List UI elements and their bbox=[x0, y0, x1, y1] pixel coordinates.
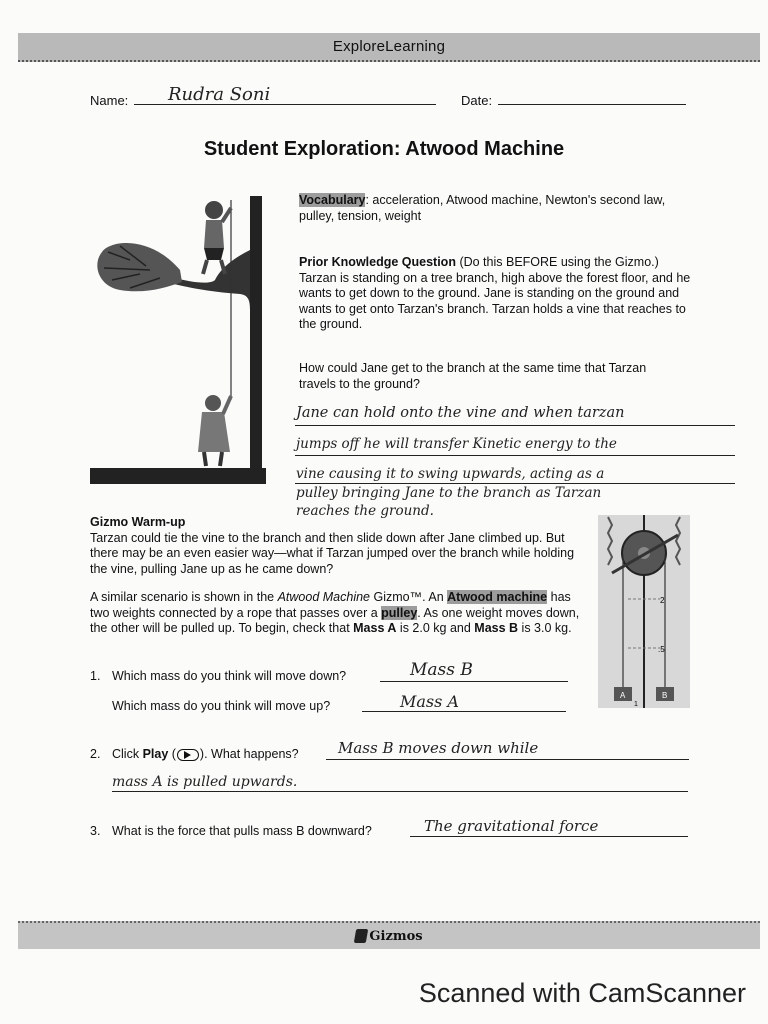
q1b-answer: Mass A bbox=[400, 692, 459, 711]
q3-text: What is the force that pulls mass B downward? bbox=[112, 824, 372, 838]
q2-number: 2. bbox=[90, 747, 101, 761]
q1-number: 1. bbox=[90, 669, 101, 683]
q1-underline bbox=[380, 681, 568, 682]
scale-label-5: .5 bbox=[658, 645, 665, 654]
mass-a-box-label: A bbox=[620, 691, 626, 700]
answer-underline-1 bbox=[295, 425, 735, 426]
page-title: Student Exploration: Atwood Machine bbox=[203, 138, 565, 160]
answer-line-4: pulley bringing Jane to the branch as Tarzan bbox=[296, 485, 602, 501]
warmup-heading: Gizmo Warm-up bbox=[90, 515, 186, 529]
prior-knowledge-paragraph bbox=[299, 255, 699, 333]
q3-number: 3. bbox=[90, 824, 101, 838]
q1b-underline bbox=[362, 711, 566, 712]
q2-text-a: Click bbox=[112, 747, 143, 761]
q2-text-b: ( bbox=[168, 747, 176, 761]
date-label: Date: bbox=[461, 93, 493, 108]
header-bar bbox=[18, 33, 760, 62]
warmup-text-e: is 2.0 kg and bbox=[396, 621, 475, 635]
q2-text-c: ). What happens? bbox=[199, 747, 299, 761]
term-atwood-machine: Atwood machine bbox=[447, 590, 548, 604]
footer-bar bbox=[18, 921, 760, 949]
q3-underline bbox=[410, 836, 688, 837]
term-pulley: pulley bbox=[381, 605, 418, 620]
q2-answer-1: Mass B moves down while bbox=[338, 739, 539, 757]
q1-answer: Mass B bbox=[410, 660, 473, 680]
vocabulary-paragraph bbox=[299, 193, 699, 224]
warmup-italic: Atwood Machine bbox=[277, 590, 371, 604]
gizmos-logo-text: Gizmos bbox=[369, 928, 423, 944]
tarzan-jane-illustration bbox=[90, 190, 272, 486]
prior-knowledge-body: Tarzan is standing on a tree branch, high above the forest floor, and he wants to get down to the ground. Jane is standing on the ground and wants to get onto Tarzan's branch. Tarzan holds a vine that reaches to the ground. bbox=[299, 270, 691, 331]
answer-line-3: vine causing it to swing upwards, acting as a bbox=[296, 466, 605, 482]
prior-knowledge-note: (Do this BEFORE using the Gizmo.) bbox=[455, 255, 659, 269]
play-icon bbox=[177, 749, 199, 761]
mass-b-box-label: B bbox=[662, 691, 668, 700]
warmup-text-c: has two weights connected by a rope that passes over a bbox=[90, 590, 571, 620]
q2-text bbox=[112, 747, 299, 761]
q3-answer: The gravitational force bbox=[424, 817, 599, 835]
warmup-section bbox=[90, 515, 580, 577]
prior-knowledge-question: How could Jane get to the branch at the same time that Tarzan travels to the ground? bbox=[299, 361, 647, 391]
warmup-text-b: Gizmo™. An bbox=[370, 590, 448, 604]
warmup-text-a: A similar scenario is shown in the bbox=[90, 590, 278, 604]
atwood-machine-figure bbox=[598, 515, 690, 708]
warmup-paragraph-2 bbox=[90, 590, 580, 637]
q2-underline-1 bbox=[326, 759, 689, 760]
q2-answer-2: mass A is pulled upwards. bbox=[112, 774, 298, 790]
prior-knowledge-heading: Prior Knowledge Question bbox=[299, 255, 456, 269]
q1b-text: Which mass do you think will move up? bbox=[112, 699, 331, 713]
answer-underline-3 bbox=[295, 483, 735, 484]
scale-label-2: 2 bbox=[660, 596, 665, 605]
camscanner-watermark: Scanned with CamScanner bbox=[418, 978, 746, 1008]
warmup-paragraph-1: Tarzan could tie the vine to the branch and then slide down after Jane climbed up. But there may be an even easier way—what if Tarzan jumped over the branch while holding the vine, pulling Jane up as he came down? bbox=[90, 530, 575, 576]
brand-logo: ExploreLearning bbox=[332, 38, 446, 55]
q2-underline-2 bbox=[112, 791, 688, 792]
answer-line-1: Jane can hold onto the vine and when tarzan bbox=[296, 405, 625, 421]
name-label: Name: bbox=[90, 93, 129, 108]
warmup-text-f: is 3.0 kg. bbox=[518, 621, 572, 635]
answer-underline-2 bbox=[295, 455, 735, 456]
warmup-text-d: . As one weight moves down, the other will be pulled up. To begin, check that bbox=[90, 605, 580, 635]
answer-line-5: reaches the ground. bbox=[296, 503, 434, 519]
date-underline bbox=[498, 104, 686, 105]
answer-line-2: jumps off he will transfer Kinetic energy to the bbox=[296, 436, 617, 452]
q2-play-label: Play bbox=[142, 747, 169, 761]
mass-a-label: Mass A bbox=[353, 621, 397, 635]
vocabulary-text: : acceleration, Atwood machine, Newton's second law, pulley, tension, weight bbox=[299, 193, 666, 223]
figure-label-1: 1 bbox=[634, 701, 638, 708]
gizmos-logo bbox=[355, 929, 422, 944]
q1-text: Which mass do you think will move down? bbox=[112, 669, 347, 683]
gizmos-logo-icon bbox=[354, 929, 368, 943]
vocabulary-label: Vocabulary bbox=[299, 193, 366, 207]
mass-b-label: Mass B bbox=[474, 621, 519, 635]
name-value: Rudra Soni bbox=[168, 84, 271, 105]
